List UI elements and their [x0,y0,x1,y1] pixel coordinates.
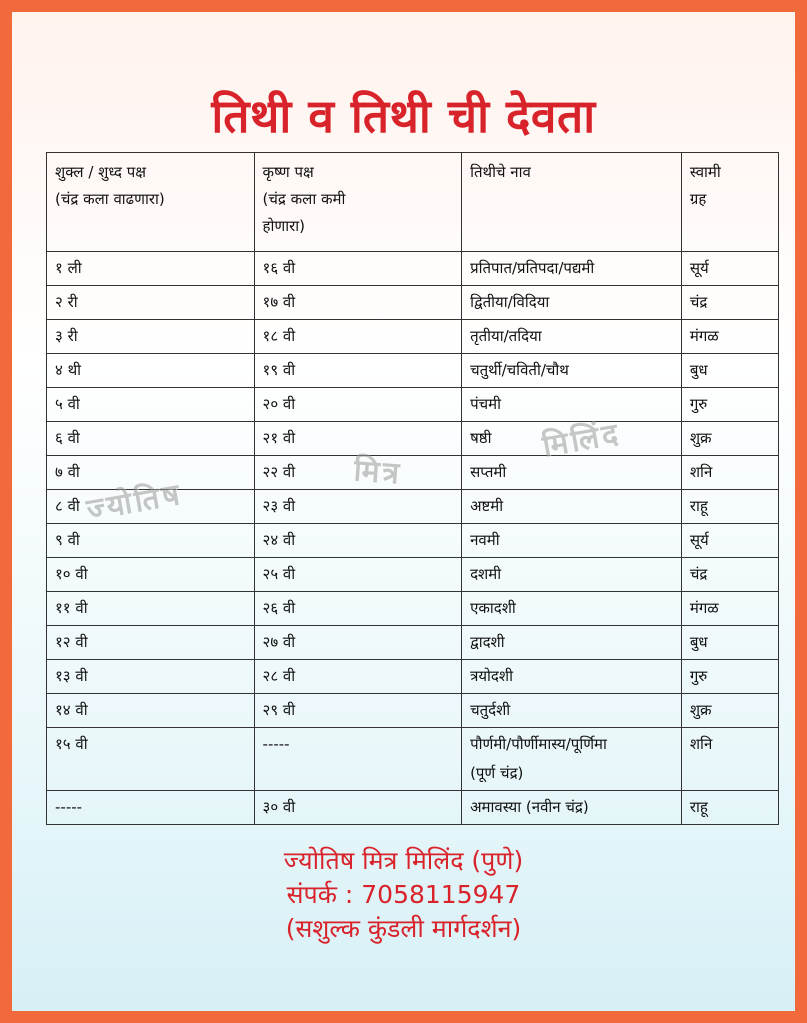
cell-graha [681,490,778,524]
cell-krishna-text: १८ वी [262,327,296,345]
poster [12,12,795,1011]
cell-graha-text: गुरु [689,667,708,685]
cell-shukla-text: १३ वी [55,667,88,685]
cell-graha [681,791,778,825]
cell-tithi-name-text: त्रयोदशी [470,667,513,685]
page-title: तिथी व तिथी ची देवता [211,89,596,143]
cell-krishna-text: १६ वी [262,259,296,277]
table-row [47,791,779,825]
cell-tithi-name [462,252,682,286]
cell-graha-text: बुध [689,633,708,651]
header-row [47,153,779,252]
cell-graha-text: राहू [689,798,708,816]
cell-krishna [254,354,462,388]
cell-tithi-name-text: चतुर्थी/चविती/चौथ [470,361,569,379]
cell-shukla [47,286,255,320]
cell-krishna-text: २२ वी [262,463,296,481]
table-row [47,592,779,626]
table-row [47,524,779,558]
cell-shukla-text: ----- [55,798,83,816]
cell-graha [681,626,778,660]
cell-tithi-name-text: चतुर्दशी [470,701,511,719]
cell-krishna [254,626,462,660]
cell-tithi-name [462,388,682,422]
cell-tithi-name-text: पौर्णमी/पौर्णीमास्य/पूर्णिमा [470,735,607,753]
cell-tithi-name-text-line2: (पूर्ण चंद्र) [470,764,524,782]
table-row [47,660,779,694]
cell-tithi-name [462,660,682,694]
cell-graha-text: गुरु [689,395,708,413]
cell-shukla [47,320,255,354]
cell-graha-text: मंगळ [689,599,719,617]
cell-graha [681,422,778,456]
cell-tithi-name [462,791,682,825]
header-tithi-name-line1: तिथीचे नाव [470,163,531,181]
cell-krishna-text: ३० वी [262,798,296,816]
cell-shukla [47,354,255,388]
cell-krishna [254,592,462,626]
table-row [47,422,779,456]
cell-graha [681,252,778,286]
cell-shukla-text: ४ थी [55,361,82,379]
table-row [47,728,779,791]
cell-graha [681,660,778,694]
header-graha [681,153,778,252]
cell-shukla-text: ७ वी [55,463,80,481]
footer-contact: संपर्क : 7058115947 [286,880,521,909]
cell-tithi-name-text: दशमी [470,565,502,583]
cell-tithi-name [462,592,682,626]
cell-tithi-name [462,694,682,728]
cell-shukla [47,388,255,422]
cell-shukla [47,558,255,592]
cell-shukla-text: ९ वी [55,531,80,549]
footer-author: ज्योतिष मित्र मिलिंद (पुणे) [283,846,524,875]
cell-shukla [47,490,255,524]
header-krishna-line3: होणारा) [262,217,305,235]
table-row [47,354,779,388]
cell-graha-text: शनि [689,735,713,753]
table-row [47,626,779,660]
cell-graha [681,456,778,490]
cell-tithi-name [462,558,682,592]
footer-service: (सशुल्क कुंडली मार्गदर्शन) [285,914,522,943]
cell-krishna-text: २३ वी [262,497,296,515]
table-body [47,252,779,825]
cell-tithi-name-text: द्वादशी [470,633,505,651]
cell-krishna-text: १९ वी [262,361,296,379]
cell-tithi-name [462,524,682,558]
cell-tithi-name-text: प्रतिपात/प्रतिपदा/पद्यमी [470,259,595,277]
cell-krishna [254,320,462,354]
cell-krishna-text: २० वी [262,395,296,413]
cell-shukla [47,252,255,286]
cell-tithi-name-text: नवमी [470,531,500,549]
header-shukla-line1: शुक्ल / शुध्द पक्ष [55,163,146,181]
footer [12,844,795,946]
cell-shukla [47,694,255,728]
cell-shukla [47,524,255,558]
cell-krishna-text: २८ वी [262,667,296,685]
cell-tithi-name-text: तृतीया/तदिया [470,327,542,345]
cell-krishna-text: २९ वी [262,701,296,719]
watermark-part3: मिलिंद [539,416,624,465]
cell-graha-text: शुक्र [689,429,712,447]
cell-krishna [254,388,462,422]
cell-graha-text: सूर्य [689,259,709,277]
cell-shukla-text: ५ वी [55,395,80,413]
header-graha-line2: ग्रह [689,190,707,208]
cell-graha-text: शुक्र [689,701,712,719]
cell-tithi-name [462,456,682,490]
header-graha-line1: स्वामी [689,163,721,181]
header-krishna-line1: कृष्ण पक्ष [262,163,314,181]
header-krishna [254,153,462,252]
header-shukla-line2: (चंद्र कला वाढणारा) [55,190,165,208]
cell-graha-text: बुध [689,361,708,379]
cell-shukla [47,422,255,456]
cell-tithi-name [462,320,682,354]
cell-tithi-name [462,490,682,524]
cell-graha-text: चंद्र [689,293,708,311]
cell-tithi-name-text: अमावस्या (नवीन चंद्र) [470,798,589,816]
cell-graha [681,694,778,728]
cell-tithi-name [462,422,682,456]
watermark-part2: मित्र [352,453,404,492]
header-tithi-name [462,153,682,252]
cell-shukla-text: २ री [55,293,78,311]
cell-shukla [47,592,255,626]
cell-tithi-name-text: पंचमी [470,395,501,413]
cell-graha-text: चंद्र [689,565,708,583]
table-row [47,490,779,524]
cell-graha-text: सूर्य [689,531,709,549]
table-row [47,286,779,320]
watermark-part1: ज्योतिष [84,476,186,529]
cell-shukla-text: ११ वी [55,599,88,617]
cell-tithi-name-text: सप्तमी [470,463,507,481]
cell-graha-text: मंगळ [689,327,719,345]
header-krishna-line2: (चंद्र कला कमी [262,190,346,208]
cell-graha [681,388,778,422]
cell-shukla-text: ६ वी [55,429,80,447]
cell-tithi-name-text: अष्टमी [470,497,504,515]
table-row [47,320,779,354]
table-row [47,558,779,592]
table-row [47,252,779,286]
cell-krishna-text: २७ वी [262,633,296,651]
cell-krishna [254,524,462,558]
cell-tithi-name [462,626,682,660]
table-row [47,456,779,490]
cell-krishna-text: २५ वी [262,565,296,583]
cell-graha [681,524,778,558]
cell-krishna [254,286,462,320]
cell-krishna [254,728,462,791]
cell-graha [681,286,778,320]
cell-shukla [47,791,255,825]
cell-shukla-text: १४ वी [55,701,88,719]
cell-shukla [47,456,255,490]
cell-tithi-name [462,728,682,791]
cell-shukla-text: १२ वी [55,633,88,651]
cell-graha-text: राहू [689,497,708,515]
cell-krishna [254,694,462,728]
cell-krishna [254,660,462,694]
tithi-table [46,152,779,825]
cell-krishna-text: २१ वी [262,429,296,447]
cell-shukla [47,626,255,660]
cell-krishna [254,791,462,825]
cell-krishna [254,558,462,592]
table-row [47,388,779,422]
cell-shukla-text: १० वी [55,565,88,583]
table-row [47,694,779,728]
cell-graha [681,558,778,592]
cell-tithi-name-text: षष्ठी [470,429,492,447]
cell-graha [681,354,778,388]
cell-krishna-text: १७ वी [262,293,296,311]
cell-graha [681,320,778,354]
cell-krishna [254,252,462,286]
cell-krishna-text: ----- [262,735,290,753]
cell-shukla-text: ८ वी [55,497,80,515]
cell-tithi-name-text: एकादशी [470,599,516,617]
header-shukla [47,153,255,252]
cell-shukla-text: ३ री [55,327,78,345]
cell-tithi-name [462,286,682,320]
cell-shukla-text: १ ली [55,259,82,277]
cell-shukla [47,660,255,694]
cell-shukla-text: १५ वी [55,735,88,753]
cell-graha [681,592,778,626]
cell-graha [681,728,778,791]
cell-graha-text: शनि [689,463,713,481]
cell-krishna-text: २६ वी [262,599,296,617]
cell-krishna [254,422,462,456]
cell-tithi-name-text: द्वितीया/विदिया [470,293,550,311]
cell-krishna [254,490,462,524]
cell-krishna [254,456,462,490]
cell-tithi-name [462,354,682,388]
cell-shukla [47,728,255,791]
cell-krishna-text: २४ वी [262,531,296,549]
